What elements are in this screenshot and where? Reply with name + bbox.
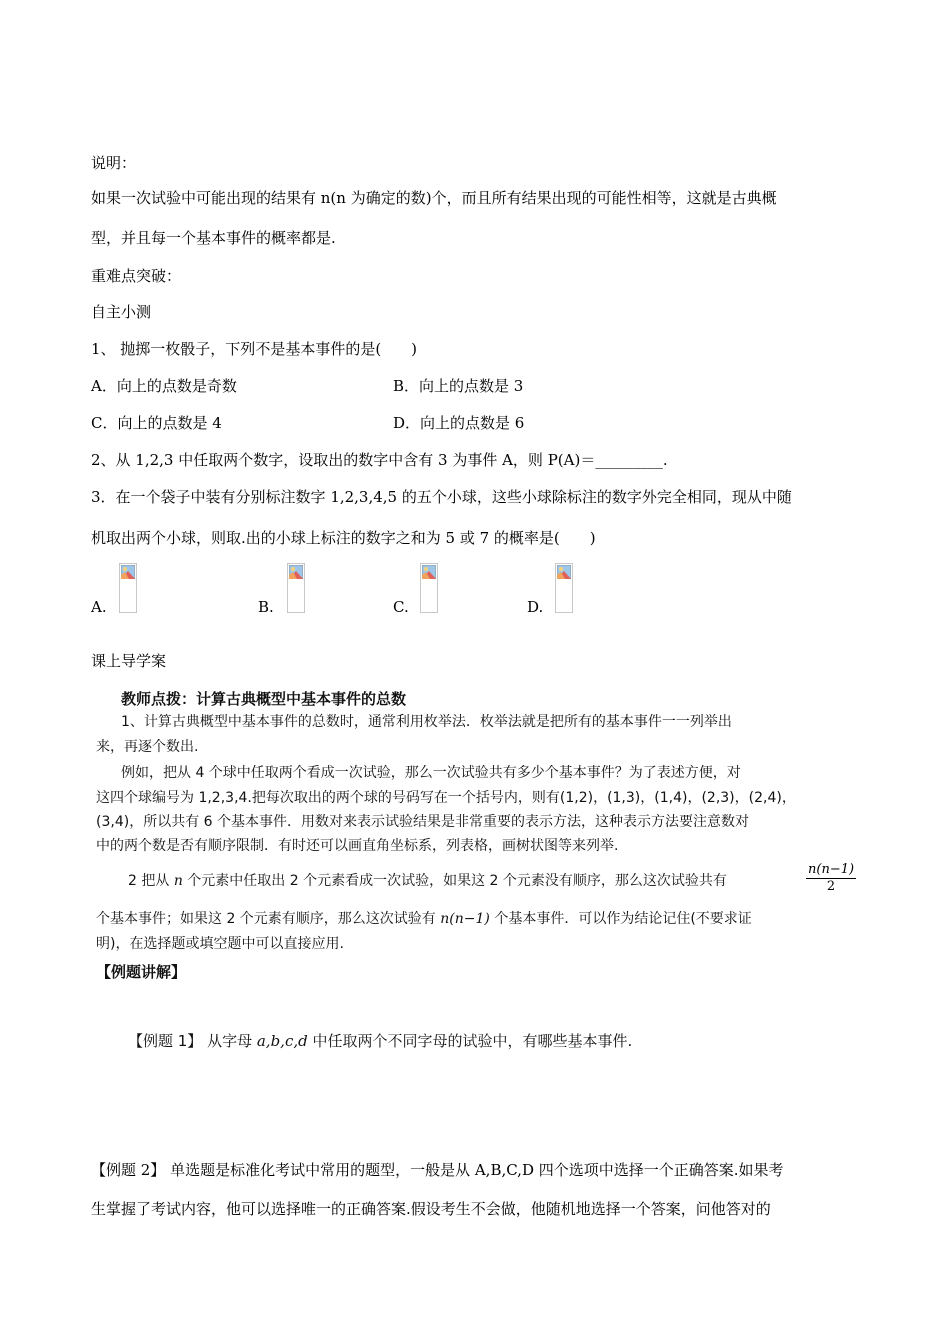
question-3-option-a: A. bbox=[91, 598, 107, 616]
example-1-label: 【例题 1】 bbox=[128, 1032, 203, 1050]
teacher-note-example-line-2: 这四个球编号为 1,2,3,4.把每次取出的两个球的号码写在一个括号内，则有(1,2)，(1,3)，(1,4)，(2,3)，(2,4)， bbox=[96, 790, 796, 806]
example-1 bbox=[128, 1031, 632, 1051]
broken-image-icon bbox=[420, 563, 438, 613]
teacher-note-example-line-3: (3,4)，所以共有 6 个基本事件．用数对来表示试验结果是非常重要的表示方法，这种表示方法要注意数对 bbox=[96, 814, 749, 830]
question-1-option-a: A．向上的点数是奇数 bbox=[91, 377, 237, 395]
teacher-note-point-1-line-1: 1、计算古典概型中基本事件的总数时，通常利用枚举法．枚举法就是把所有的基本事件一一列举出 bbox=[121, 714, 732, 730]
example-1-post: 中任取两个不同字母的试验中，有哪些基本事件. bbox=[307, 1032, 633, 1050]
explain-paragraph-line-2: 型，并且每一个基本事件的概率都是. bbox=[91, 229, 336, 247]
point-2-line-2-c: 个基本事件．可以作为结论记住(不要求证 bbox=[494, 911, 752, 927]
question-1-option-d: D．向上的点数是 6 bbox=[393, 414, 525, 432]
teacher-note-point-2-line-3: 明)，在选择题或填空题中可以直接应用. bbox=[96, 936, 344, 952]
example-1-variables: a,b,c,d bbox=[256, 1032, 308, 1050]
question-1-option-b: B．向上的点数是 3 bbox=[393, 377, 524, 395]
point-2-line-2-formula: n(n−1) bbox=[440, 911, 490, 927]
broken-image-icon bbox=[119, 563, 137, 613]
question-3-option-d: D. bbox=[527, 598, 544, 616]
point-2-line-2-a: 个基本事件；如果这 2 个元素有顺序，那么这次试验有 bbox=[96, 911, 436, 927]
teacher-note-point-2-line-2 bbox=[96, 909, 752, 929]
question-1-option-c: C．向上的点数是 4 bbox=[91, 414, 222, 432]
explain-paragraph-line-1: 如果一次试验中可能出现的结果有 n(n 为确定的数)个，而且所有结果出现的可能性相等，这就是古典概 bbox=[91, 189, 777, 207]
question-3-option-b: B. bbox=[258, 598, 274, 616]
point-2-prefix: 2 把从 bbox=[128, 873, 170, 889]
class-guide-heading: 课上导学案 bbox=[91, 652, 167, 670]
example-1-pre: 从字母 bbox=[202, 1032, 257, 1050]
fraction-numerator: n(n−1) bbox=[808, 862, 855, 877]
broken-image-icon bbox=[555, 563, 573, 613]
teacher-note-point-1-line-2: 来，再逐个数出. bbox=[96, 739, 199, 755]
self-test-heading: 自主小测 bbox=[91, 303, 152, 321]
fraction-denominator: 2 bbox=[826, 879, 836, 894]
question-3-line-1: 3．在一个袋子中装有分别标注数字 1,2,3,4,5 的五个小球，这些小球除标注的数字外完全相同，现从中随 bbox=[91, 488, 792, 506]
question-2: 2、从 1,2,3 中任取两个数字，设取出的数字中含有 3 为事件 A，则 P(A)＝_________. bbox=[91, 451, 668, 469]
point-2-variable-n: n bbox=[173, 873, 183, 889]
key-points-heading: 重难点突破： bbox=[91, 267, 182, 285]
teacher-note-title: 教师点拨：计算古典概型中基本事件的总数 bbox=[121, 690, 407, 708]
example-section-heading: 【例题讲解】 bbox=[96, 963, 187, 981]
point-2-text: 个元素中任取出 2 个元素看成一次试验，如果这 2 个元素没有顺序，那么这次试验共有 bbox=[187, 873, 727, 889]
teacher-note-example-line-4: 中的两个数是否有顺序限制．有时还可以画直角坐标系，列表格，画树状图等来列举. bbox=[96, 838, 619, 854]
broken-image-icon bbox=[287, 563, 305, 613]
combination-fraction bbox=[806, 862, 856, 895]
question-3-line-2: 机取出两个小球，则取.出的小球上标注的数字之和为 5 或 7 的概率是( ) bbox=[91, 529, 596, 547]
question-3-option-c: C. bbox=[393, 598, 409, 616]
example-2-line-1: 【例题 2】 单选题是标准化考试中常用的题型，一般是从 A,B,C,D 四个选项中选择一个正确答案.如果考 bbox=[91, 1161, 784, 1179]
teacher-note-example-line-1: 例如，把从 4 个球中任取两个看成一次试验，那么一次试验共有多少个基本事件？为了表述方便，对 bbox=[121, 765, 741, 781]
question-1: 1、 抛掷一枚骰子，下列不是基本事件的是( ) bbox=[91, 340, 418, 358]
example-2-line-2: 生掌握了考试内容，他可以选择唯一的正确答案.假设考生不会做，他随机地选择一个答案，问他答对的 bbox=[91, 1200, 771, 1218]
explain-title: 说明： bbox=[91, 154, 137, 172]
teacher-note-point-2-line-1 bbox=[128, 871, 727, 891]
